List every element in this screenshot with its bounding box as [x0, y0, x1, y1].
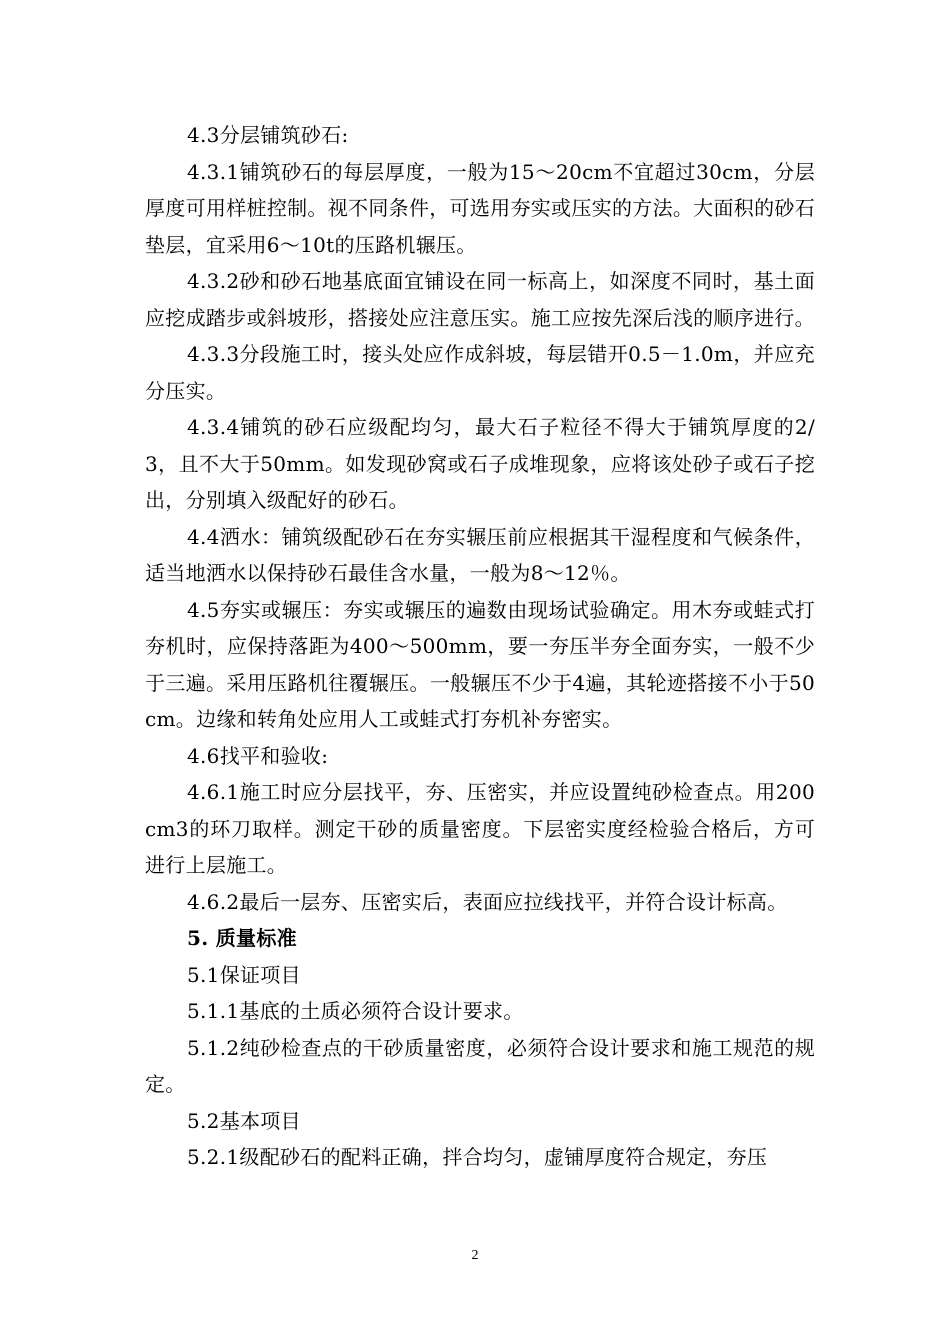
paragraph-5-1: 5.1保证项目: [187, 962, 301, 987]
page-number: 2: [471, 1248, 479, 1263]
paragraph-5-2-1: 5.2.1级配砂石的配料正确，拌合均匀，虚铺厚度符合规定，夯压: [187, 1145, 768, 1169]
paragraph-4-6: 4.6找平和验收:: [187, 743, 329, 768]
paragraph-5-1-2: 5.1.2纯砂检查点的干砂质量密度，必须符合设计要求和施工规范的规定。: [145, 1035, 815, 1096]
section-heading-5: 5. 质量标准: [187, 926, 297, 950]
paragraph-4-4: 4.4洒水：铺筑级配砂石在夯实辗压前应根据其干湿程度和气候条件，适当地洒水以保持砂石最佳含水量，一般为8～12％。: [145, 524, 815, 585]
paragraph-5-2: 5.2基本项目: [187, 1108, 301, 1133]
document-body: [145, 117, 815, 1176]
paragraph-5-1-1: 5.1.1基底的土质必须符合设计要求。: [187, 999, 524, 1023]
paragraph-4-3: 4.3分层铺筑砂石:: [187, 123, 349, 147]
paragraph-4-5: 4.5夯实或辗压：夯实或辗压的遍数由现场试验确定。用木夯或蛙式打夯机时，应保持落距为400～500mm，要一夯压半夯全面夯实，一般不少于三遍。采用压路机往覆辗压。一般辗压不少于4遍，其轮迹搭接不小于50cm。边缘和转角处应用人工或蛙式打夯机补夯密实。: [145, 597, 815, 731]
paragraph-4-3-3: 4.3.3分段施工时，接头处应作成斜坡，每层错开0.5－1.0m，并应充分压实。: [145, 342, 815, 403]
paragraph-4-3-2: 4.3.2砂和砂石地基底面宜铺设在同一标高上，如深度不同时，基土面应挖成踏步或斜坡形，搭接处应注意压实。施工应按先深后浅的顺序进行。: [145, 269, 815, 330]
paragraph-4-6-1: 4.6.1施工时应分层找平，夯、压密实，并应设置纯砂检查点。用200cm3的环刀取样。测定干砂的质量密度。下层密实度经检验合格后，方可进行上层施工。: [145, 780, 815, 877]
paragraph-4-3-4: 4.3.4铺筑的砂石应级配均匀，最大石子粒径不得大于铺筑厚度的2/3，且不大于50mm。如发现砂窝或石子成堆现象，应将该处砂子或石子挖出，分别填入级配好的砂石。: [145, 415, 815, 512]
paragraph-4-6-2: 4.6.2最后一层夯、压密实后，表面应拉线找平，并符合设计标高。: [187, 889, 788, 914]
paragraph-4-3-1: 4.3.1铺筑砂石的每层厚度，一般为15～20cm不宜超过30cm，分层厚度可用样桩控制。视不同条件，可选用夯实或压实的方法。大面积的砂石垫层，宜采用6～10t的压路机辗压。: [145, 159, 815, 257]
